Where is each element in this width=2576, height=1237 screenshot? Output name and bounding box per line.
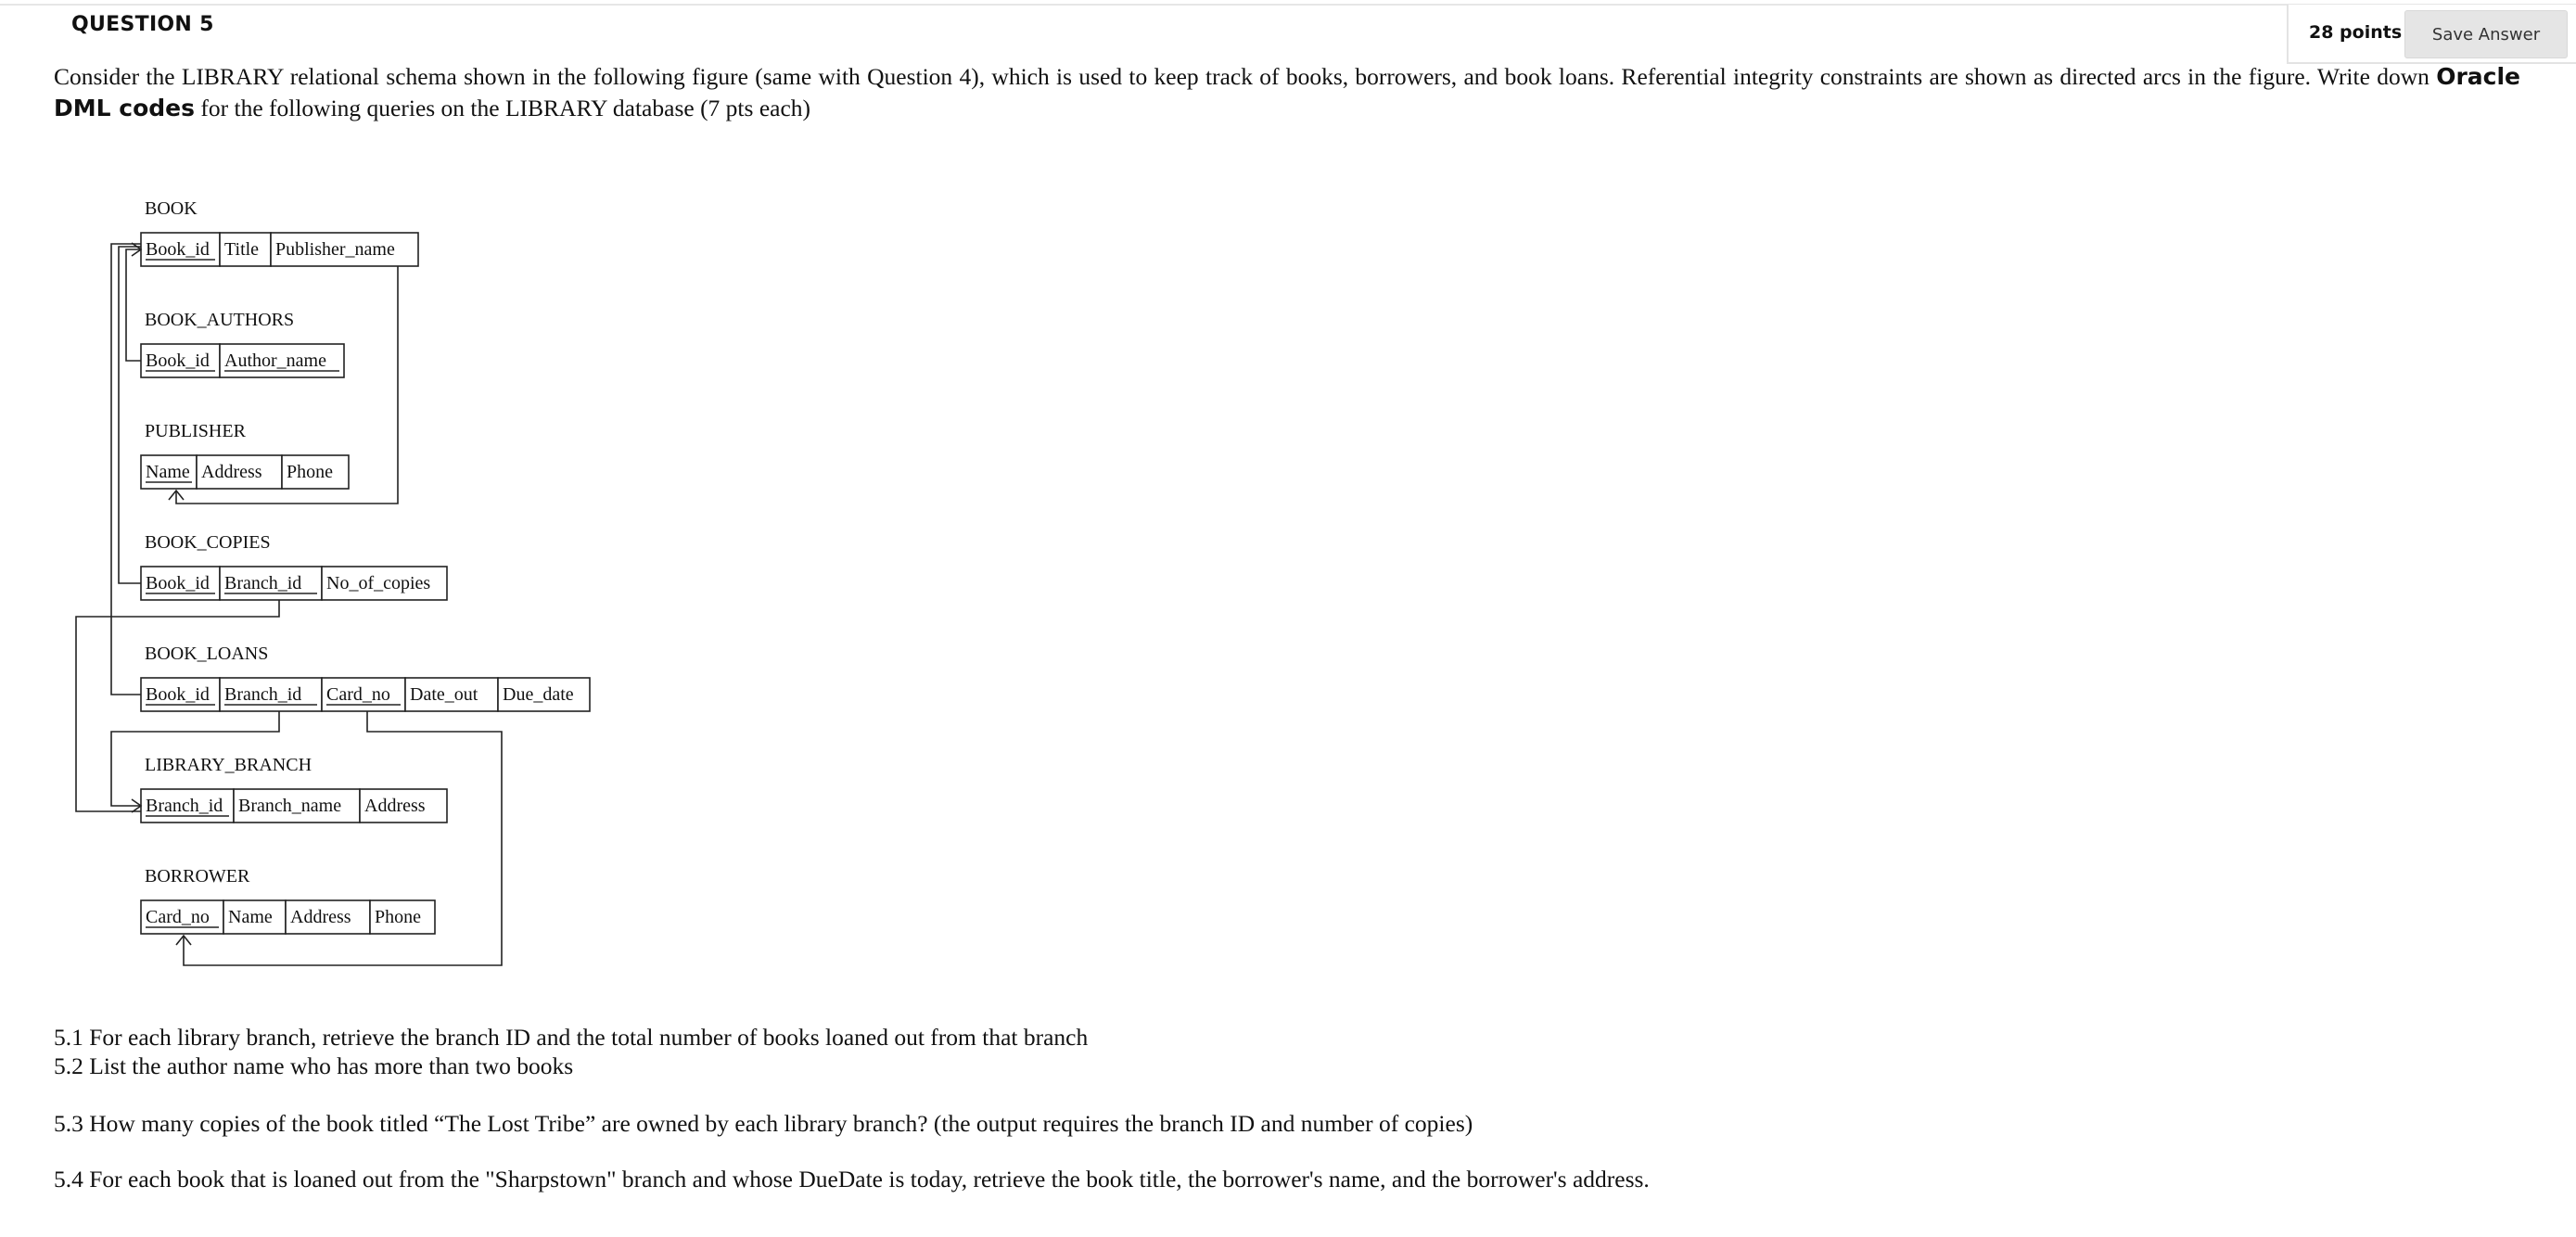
prompt-text-1: Consider the LIBRARY relational schema shown in the following figure (same with Question 4), which is used to keep track of books, borrowers, and book loans. Referential integrity constraints are shown as directed arcs in the figure. Write down (54, 63, 2437, 90)
question-item-5-4: 5.4 For each book that is loaned out from the "Sharpstown" branch and whose DueDate is today, retrieve the book title, the borrower's name, and the borrower's address. (54, 1166, 1650, 1192)
column-no-of-copies: No_of_copies (326, 573, 431, 593)
table-name-book-copies: BOOK_COPIES (145, 532, 271, 553)
table-name-library-branch: LIBRARY_BRANCH (145, 755, 312, 775)
table-publisher (141, 421, 349, 489)
column-phone: Phone (375, 907, 421, 927)
question-title: QUESTION 5 (71, 13, 214, 36)
column-branch-id: Branch_id (224, 684, 302, 705)
table-name-book: BOOK (145, 198, 198, 219)
arc-book-copies-to-book (119, 247, 141, 583)
column-book-id: Book_id (146, 239, 210, 260)
points-label: 28 points (2309, 22, 2403, 43)
table-name-book-loans: BOOK_LOANS (145, 644, 269, 664)
column-branch-id: Branch_id (146, 796, 223, 816)
table-book-copies (141, 532, 447, 600)
arc-book-authors-to-book (126, 249, 141, 361)
column-phone: Phone (287, 462, 333, 482)
column-name: Name (146, 462, 190, 482)
prompt-bold-text: Oracle DML codes (54, 63, 2520, 121)
points-panel (2287, 5, 2576, 64)
column-author-name: Author_name (224, 351, 326, 371)
column-title: Title (224, 239, 260, 260)
table-name-publisher: PUBLISHER (145, 421, 246, 441)
question-item-5-2: 5.2 List the author name who has more than two books (54, 1052, 574, 1079)
column-date-out: Date_out (410, 684, 478, 705)
table-borrower (141, 866, 435, 934)
column-address: Address (201, 462, 262, 482)
table-book-authors (141, 310, 344, 377)
column-address: Address (290, 907, 351, 927)
library-schema-diagram (0, 0, 742, 1020)
column-card-no: Card_no (326, 684, 390, 705)
column-book-id: Book_id (146, 351, 210, 371)
column-card-no: Card_no (146, 907, 210, 927)
table-book-loans (141, 644, 590, 711)
table-library-branch (141, 755, 447, 823)
column-branch-id: Branch_id (224, 573, 302, 593)
question-item-5-1: 5.1 For each library branch, retrieve the branch ID and the total number of books loaned out from that branch (54, 1024, 1089, 1051)
column-name: Name (228, 907, 273, 927)
table-name-borrower: BORROWER (145, 866, 250, 886)
table-name-book-authors: BOOK_AUTHORS (145, 310, 295, 330)
column-book-id: Book_id (146, 573, 210, 593)
column-book-id: Book_id (146, 684, 210, 705)
table-book (141, 198, 418, 266)
column-due-date: Due_date (503, 684, 574, 705)
column-publisher-name: Publisher_name (275, 239, 395, 260)
column-address: Address (364, 796, 426, 816)
question-item-5-3: 5.3 How many copies of the book titled “The Lost Tribe” are owned by each library branch? (the output requires the branch ID and number of copies) (54, 1110, 1473, 1137)
save-answer-button[interactable]: Save Answer (2404, 10, 2568, 58)
column-branch-name: Branch_name (238, 796, 342, 816)
schema-tables (141, 198, 590, 934)
prompt-text-2: for the following queries on the LIBRARY database (7 pts each) (195, 95, 811, 121)
